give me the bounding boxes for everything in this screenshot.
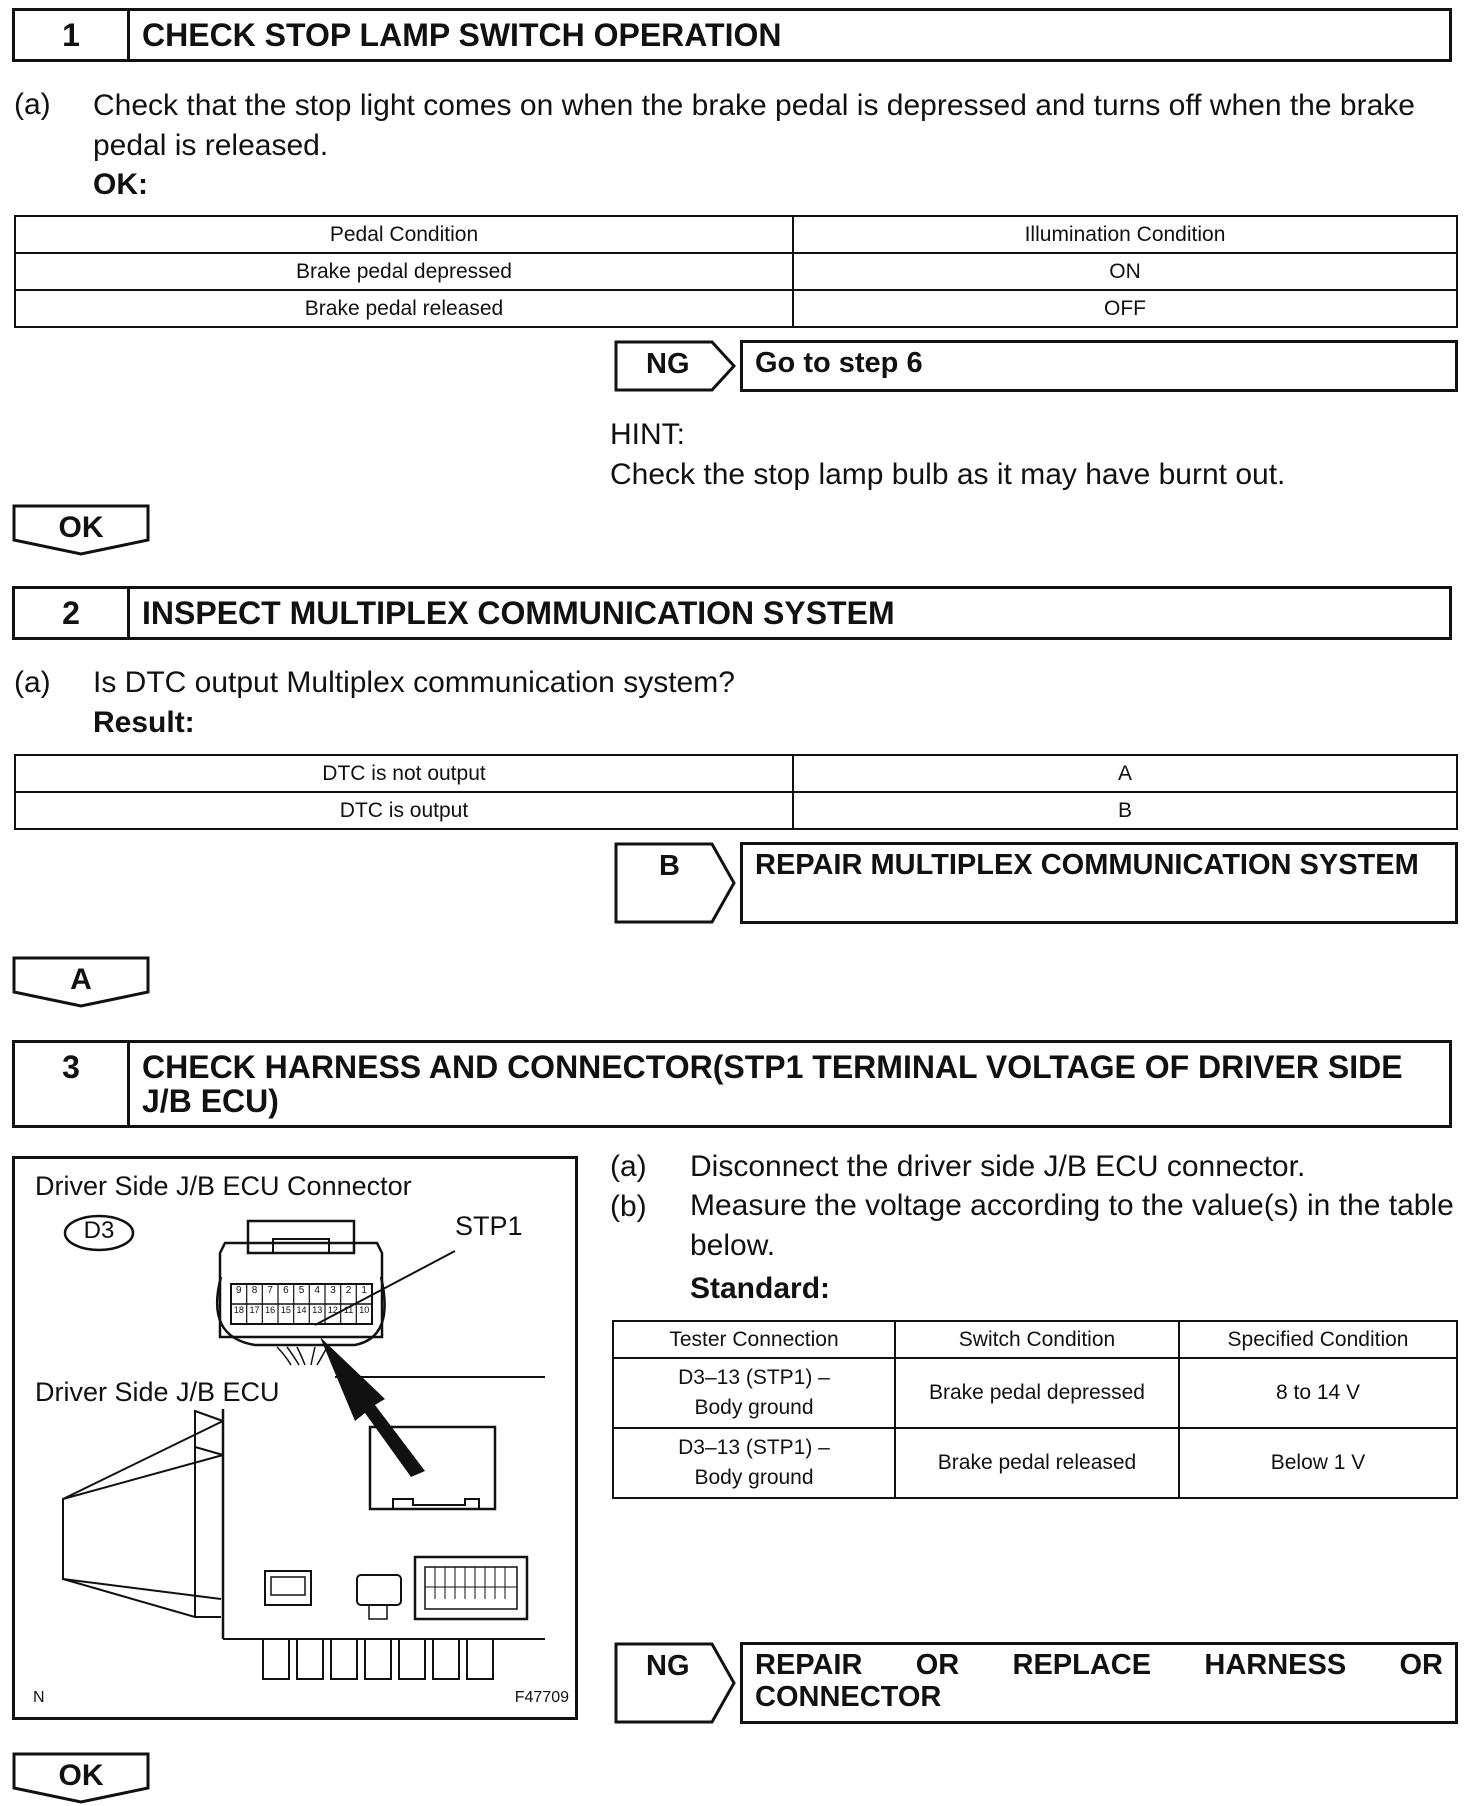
next-label: A [70, 963, 92, 996]
step-2-header [12, 586, 1452, 640]
hint-label: HINT: [610, 418, 685, 451]
ng-result-text: REPAIR OR REPLACE HARNESS OR CONNECTOR [755, 1649, 1443, 1713]
ok-next-tab [12, 504, 150, 556]
pin-number: 7 [267, 1285, 273, 1296]
item-marker: (a) [14, 666, 51, 699]
cell-line: D3–13 (STP1) – [678, 1436, 830, 1459]
table-cell: DTC is not output [15, 755, 793, 792]
table-cell: Below 1 V [1179, 1428, 1457, 1498]
connector-figure [12, 1156, 578, 1720]
ng-result-text: Go to step 6 [755, 347, 923, 379]
corner-mark: N [33, 1689, 45, 1706]
table-header: Specified Condition [1179, 1321, 1457, 1358]
pin-number: 4 [314, 1285, 320, 1296]
next-label: OK [58, 1759, 104, 1792]
cell-line: D3–13 (STP1) – [678, 1366, 830, 1389]
table-cell: ON [793, 253, 1457, 290]
table-cell: Brake pedal depressed [15, 253, 793, 290]
flag-label: B [659, 850, 680, 882]
pin-row-bottom [231, 1305, 372, 1324]
a-next-tab [12, 956, 150, 1008]
connector-code: D3 [83, 1217, 115, 1244]
pin-number: 10 [359, 1305, 370, 1315]
table-header: Tester Connection [613, 1321, 895, 1358]
ecu-label: Driver Side J/B ECU [35, 1377, 280, 1407]
table-header: Illumination Condition [793, 216, 1457, 253]
step-title: CHECK HARNESS AND CONNECTOR(STP1 TERMINAL VOLTAGE OF DRIVER SIDE J/B ECU) [142, 1049, 1403, 1119]
terminal-label: STP1 [455, 1211, 523, 1241]
step-number: 2 [15, 589, 130, 637]
table-cell: Brake pedal released [15, 290, 793, 327]
step-3-header [12, 1040, 1452, 1128]
flag-label: NG [646, 1650, 690, 1682]
pin-number: 13 [312, 1305, 323, 1315]
table-cell: 8 to 14 V [1179, 1358, 1457, 1428]
pin-number: 2 [345, 1285, 352, 1296]
result-label: Result: [93, 706, 195, 739]
item-marker: (a) [14, 88, 51, 121]
pin-number: 5 [298, 1285, 305, 1296]
ng-result-box [740, 340, 1458, 392]
figure-id: F47709 [514, 1689, 569, 1706]
pin-number: 12 [327, 1305, 338, 1315]
instruction-text: Check that the stop light comes on when the brake pedal is depressed and turns off when the brake pedal is released. [93, 89, 1415, 162]
ok-next-tab [12, 1752, 150, 1804]
table-cell: OFF [793, 290, 1457, 327]
pin-number: 6 [283, 1285, 289, 1296]
ok-criteria-label: OK: [93, 168, 148, 201]
b-flag [614, 842, 738, 924]
ng-flag [614, 340, 738, 392]
dtc-result-table [14, 754, 1458, 830]
step-number: 1 [15, 11, 130, 59]
pin-number: 9 [236, 1285, 242, 1296]
pin-number: 8 [251, 1285, 258, 1296]
pin-row-top [231, 1285, 372, 1304]
flag-label: NG [646, 348, 690, 380]
table-cell: Brake pedal depressed [895, 1358, 1179, 1428]
table-cell: B [793, 792, 1457, 829]
pin-number: 11 [343, 1305, 354, 1315]
table-header: Switch Condition [895, 1321, 1179, 1358]
step-title: INSPECT MULTIPLEX COMMUNICATION SYSTEM [142, 595, 895, 631]
instruction-text: Measure the voltage according to the value(s) in the table below. [690, 1189, 1454, 1262]
next-label: OK [58, 511, 104, 544]
cell-line: Body ground [694, 1466, 814, 1489]
ng-result-box [740, 1642, 1458, 1724]
item-marker: (b) [610, 1190, 647, 1223]
table-cell [613, 1358, 895, 1428]
voltage-spec-table [612, 1320, 1458, 1499]
pin-number: 1 [361, 1285, 367, 1296]
b-result-text: REPAIR MULTIPLEX COMMUNICATION SYSTEM [755, 849, 1419, 881]
pin-number: 15 [280, 1305, 291, 1315]
connector-title: Driver Side J/B ECU Connector [35, 1171, 412, 1201]
table-header: Pedal Condition [15, 216, 793, 253]
table-cell: Brake pedal released [895, 1428, 1179, 1498]
step-title: CHECK STOP LAMP SWITCH OPERATION [142, 17, 782, 53]
item-marker: (a) [610, 1150, 647, 1183]
stop-lamp-table [14, 215, 1458, 328]
pin-number: 17 [249, 1305, 260, 1315]
pin-number: 16 [265, 1305, 276, 1315]
step-number: 3 [15, 1043, 130, 1125]
standard-label: Standard: [690, 1272, 831, 1305]
hint-text: Check the stop lamp bulb as it may have burnt out. [610, 458, 1286, 491]
pin-number: 14 [296, 1305, 307, 1315]
table-cell [613, 1428, 895, 1498]
pin-number: 18 [233, 1305, 244, 1315]
question-text: Is DTC output Multiplex communication system? [93, 666, 735, 699]
table-cell: A [793, 755, 1457, 792]
b-result-box [740, 842, 1458, 924]
cell-line: Body ground [694, 1396, 814, 1419]
instruction-text: Disconnect the driver side J/B ECU connector. [690, 1150, 1306, 1183]
table-cell: DTC is output [15, 792, 793, 829]
ng-flag [614, 1642, 738, 1724]
pin-number: 3 [330, 1285, 336, 1296]
step-1-header [12, 8, 1452, 62]
